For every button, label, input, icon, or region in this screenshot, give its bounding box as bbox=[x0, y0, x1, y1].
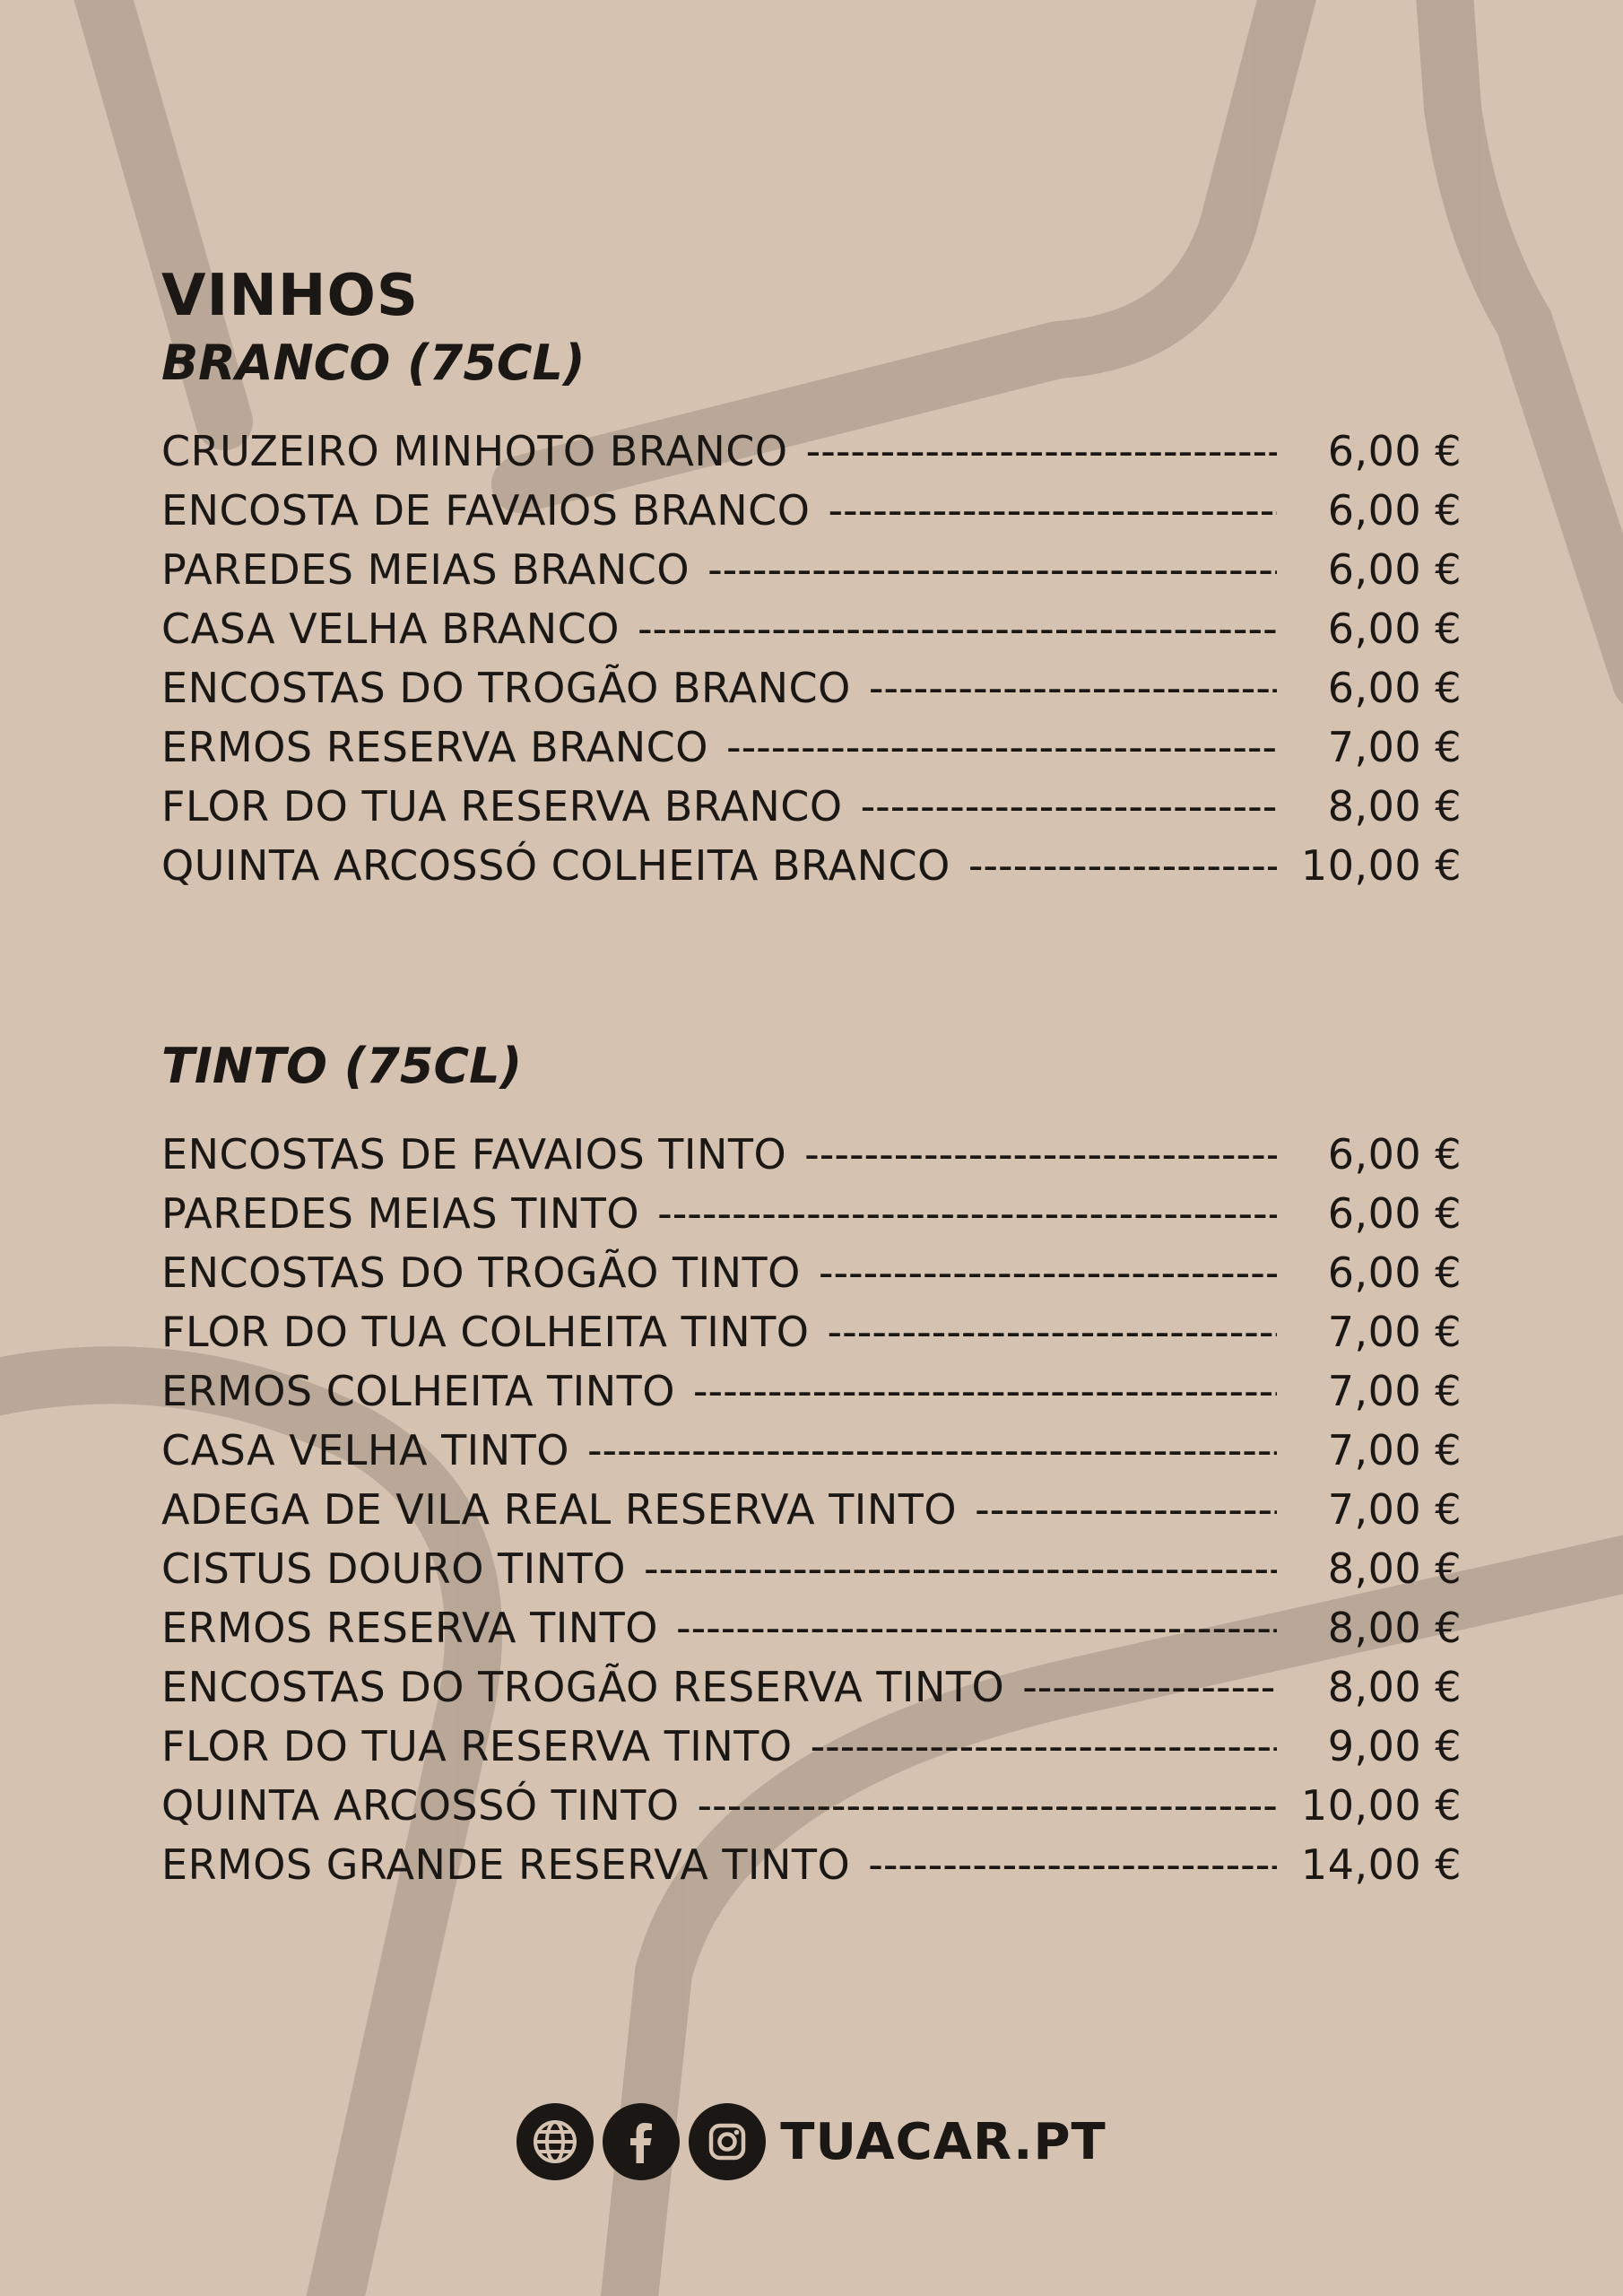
wine-item bbox=[161, 1663, 1462, 1722]
wine-price: 14,00 € bbox=[1300, 1840, 1462, 1889]
website-handle[interactable]: TUACAR.PT bbox=[780, 2112, 1107, 2171]
wine-item bbox=[161, 723, 1462, 782]
wine-item bbox=[161, 604, 1462, 664]
wine-item bbox=[161, 782, 1462, 841]
leader-dots bbox=[676, 1604, 1277, 1652]
wine-item bbox=[161, 664, 1462, 723]
leader-dots bbox=[968, 841, 1277, 890]
wine-price: 6,00 € bbox=[1327, 1189, 1462, 1238]
wine-price: 6,00 € bbox=[1327, 486, 1462, 535]
leader-dots bbox=[693, 1367, 1277, 1415]
wine-name: ENCOSTAS DO TROGÃO BRANCO bbox=[161, 664, 851, 712]
wine-item bbox=[161, 1426, 1462, 1485]
wine-name: FLOR DO TUA RESERVA BRANCO bbox=[161, 782, 843, 831]
wine-name: ENCOSTAS DE FAVAIOS TINTO bbox=[161, 1130, 787, 1178]
wine-price: 6,00 € bbox=[1327, 427, 1462, 475]
wine-item bbox=[161, 1248, 1462, 1308]
wine-item bbox=[161, 841, 1462, 900]
wine-name: ERMOS RESERVA BRANCO bbox=[161, 723, 708, 771]
wine-name: ADEGA DE VILA REAL RESERVA TINTO bbox=[161, 1485, 958, 1534]
wine-name: CRUZEIRO MINHOTO BRANCO bbox=[161, 427, 788, 475]
wine-item bbox=[161, 1189, 1462, 1248]
wine-price: 6,00 € bbox=[1327, 664, 1462, 712]
leader-dots bbox=[644, 1544, 1277, 1593]
wine-price: 8,00 € bbox=[1327, 782, 1462, 831]
wine-name: PAREDES MEIAS TINTO bbox=[161, 1189, 640, 1238]
wine-name: ENCOSTAS DO TROGÃO TINTO bbox=[161, 1248, 801, 1297]
wine-price: 10,00 € bbox=[1300, 841, 1462, 890]
leader-dots bbox=[828, 1308, 1277, 1356]
wine-name: CISTUS DOURO TINTO bbox=[161, 1544, 626, 1593]
wine-name: ERMOS COLHEITA TINTO bbox=[161, 1367, 675, 1415]
wine-item bbox=[161, 1722, 1462, 1781]
leader-dots bbox=[975, 1485, 1277, 1534]
wine-name: ENCOSTAS DO TROGÃO RESERVA TINTO bbox=[161, 1663, 1005, 1711]
wine-item bbox=[161, 427, 1462, 486]
wine-price: 10,00 € bbox=[1300, 1781, 1462, 1830]
wine-item bbox=[161, 545, 1462, 604]
wine-price: 8,00 € bbox=[1327, 1544, 1462, 1593]
leader-dots bbox=[819, 1248, 1277, 1297]
leader-dots bbox=[1022, 1663, 1277, 1711]
section-title-tinto: TINTO (75CL) bbox=[161, 1038, 523, 1094]
wine-price: 6,00 € bbox=[1327, 1130, 1462, 1178]
wine-name: FLOR DO TUA COLHEITA TINTO bbox=[161, 1308, 810, 1356]
leader-dots bbox=[707, 545, 1277, 594]
wine-name: FLOR DO TUA RESERVA TINTO bbox=[161, 1722, 793, 1770]
wine-item bbox=[161, 1544, 1462, 1604]
wine-name: ERMOS RESERVA TINTO bbox=[161, 1604, 658, 1652]
wine-name: QUINTA ARCOSSÓ TINTO bbox=[161, 1781, 680, 1830]
leader-dots bbox=[804, 1130, 1277, 1178]
wine-price: 7,00 € bbox=[1327, 1426, 1462, 1474]
wine-item bbox=[161, 486, 1462, 545]
wine-price: 7,00 € bbox=[1327, 1308, 1462, 1356]
wine-price: 6,00 € bbox=[1327, 1248, 1462, 1297]
leader-dots bbox=[828, 486, 1277, 535]
wine-name: QUINTA ARCOSSÓ COLHEITA BRANCO bbox=[161, 841, 950, 890]
wine-price: 6,00 € bbox=[1327, 604, 1462, 653]
footer bbox=[0, 2103, 1623, 2180]
facebook-icon[interactable] bbox=[603, 2103, 680, 2180]
wine-price: 7,00 € bbox=[1327, 1367, 1462, 1415]
leader-dots bbox=[657, 1189, 1277, 1238]
wine-item bbox=[161, 1367, 1462, 1426]
wine-price: 9,00 € bbox=[1327, 1722, 1462, 1770]
wine-item bbox=[161, 1485, 1462, 1544]
leader-dots bbox=[861, 782, 1277, 831]
wine-name: PAREDES MEIAS BRANCO bbox=[161, 545, 690, 594]
menu-title: VINHOS bbox=[161, 263, 419, 329]
leader-dots bbox=[811, 1722, 1277, 1770]
section-title-branco: BRANCO (75CL) bbox=[161, 335, 586, 391]
wine-price: 6,00 € bbox=[1327, 545, 1462, 594]
wine-price: 8,00 € bbox=[1327, 1604, 1462, 1652]
wine-list-tinto bbox=[161, 1130, 1462, 1900]
wine-name: CASA VELHA BRANCO bbox=[161, 604, 620, 653]
instagram-icon[interactable] bbox=[689, 2103, 766, 2180]
wine-name: CASA VELHA TINTO bbox=[161, 1426, 569, 1474]
wine-price: 7,00 € bbox=[1327, 723, 1462, 771]
wine-item bbox=[161, 1308, 1462, 1367]
leader-dots bbox=[868, 1840, 1277, 1889]
wine-item bbox=[161, 1130, 1462, 1189]
wine-name: ERMOS GRANDE RESERVA TINTO bbox=[161, 1840, 851, 1889]
wine-name: ENCOSTA DE FAVAIOS BRANCO bbox=[161, 486, 811, 535]
wine-price: 8,00 € bbox=[1327, 1663, 1462, 1711]
wine-item bbox=[161, 1604, 1462, 1663]
leader-dots bbox=[587, 1426, 1277, 1474]
globe-icon[interactable] bbox=[516, 2103, 594, 2180]
menu-content bbox=[161, 260, 1462, 1900]
wine-list-branco bbox=[161, 427, 1462, 900]
leader-dots bbox=[726, 723, 1277, 771]
leader-dots bbox=[806, 427, 1277, 475]
wine-item bbox=[161, 1840, 1462, 1900]
leader-dots bbox=[698, 1781, 1277, 1830]
wine-price: 7,00 € bbox=[1327, 1485, 1462, 1534]
wine-item bbox=[161, 1781, 1462, 1840]
leader-dots bbox=[638, 604, 1277, 653]
leader-dots bbox=[869, 664, 1277, 712]
